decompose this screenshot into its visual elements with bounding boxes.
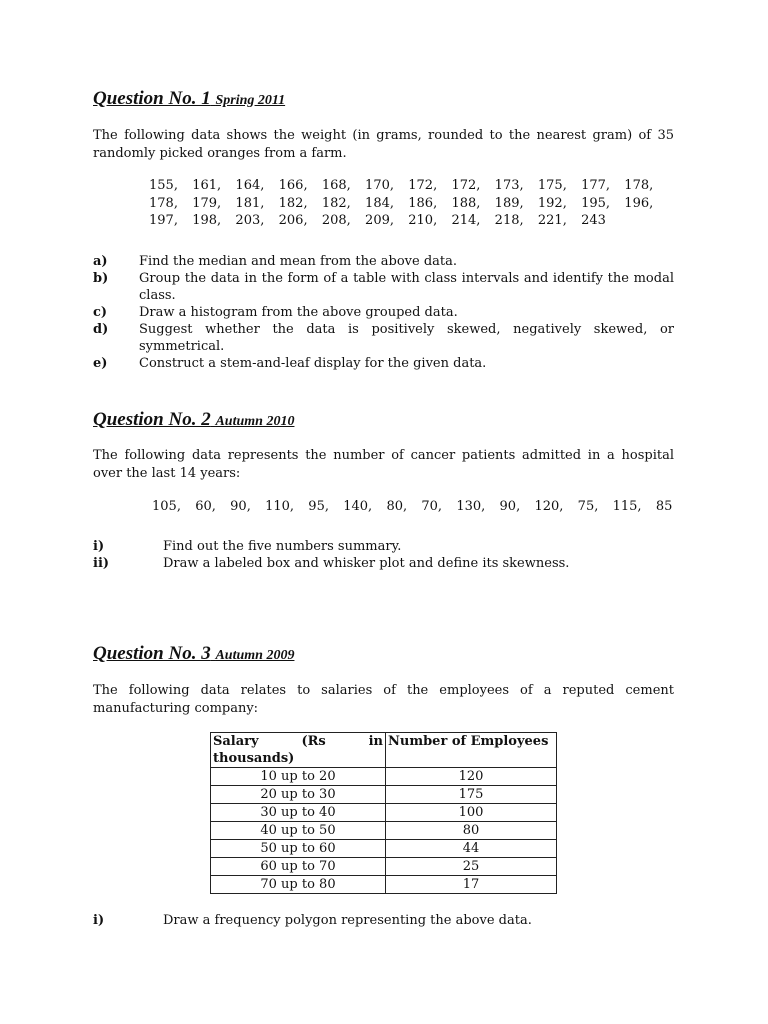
question-2-item-ii bbox=[93, 555, 674, 572]
item-label: e) bbox=[93, 356, 108, 371]
table-row bbox=[211, 768, 557, 786]
question-3-item-i bbox=[93, 912, 674, 929]
header-text: in bbox=[368, 734, 383, 749]
table-row bbox=[211, 822, 557, 840]
salary-range: 30 up to 40 bbox=[211, 804, 386, 822]
data-line: 197, 198, 203, 206, 208, 209, 210, 214, 218, 221, 243 bbox=[149, 213, 606, 228]
salary-range: 70 up to 80 bbox=[211, 876, 386, 894]
salary-range: 40 up to 50 bbox=[211, 822, 386, 840]
salary-header bbox=[211, 733, 386, 768]
salary-range: 60 up to 70 bbox=[211, 858, 386, 876]
question-1-intro: The following data shows the weight (in grams, rounded to the nearest gram) of 35 randomly picked oranges from a farm. bbox=[93, 128, 674, 161]
item-text: Construct a stem-and-leaf display for the given data. bbox=[139, 356, 487, 371]
item-text: Find out the five numbers summary. bbox=[163, 539, 402, 554]
table-row bbox=[211, 840, 557, 858]
salary-table bbox=[210, 732, 557, 894]
employee-count: 175 bbox=[386, 786, 557, 804]
question-1-data bbox=[149, 177, 653, 230]
salary-range: 10 up to 20 bbox=[211, 768, 386, 786]
question-1-label: Question No. 1 bbox=[93, 88, 211, 109]
item-text: Find the median and mean from the above data. bbox=[139, 254, 458, 269]
question-3-label: Question No. 3 bbox=[93, 643, 211, 664]
salary-range: 50 up to 60 bbox=[211, 840, 386, 858]
item-text: Draw a frequency polygon representing the above data. bbox=[163, 913, 532, 928]
question-1-item-d bbox=[93, 321, 674, 355]
question-1-item-a bbox=[93, 253, 674, 270]
employee-count: 44 bbox=[386, 840, 557, 858]
question-1-item-c bbox=[93, 304, 674, 321]
header-text: (Rs bbox=[301, 734, 326, 749]
question-2-data: 105, 60, 90, 110, 95, 140, 80, 70, 130, 90, 120, 75, 115, 85 bbox=[152, 499, 673, 514]
question-1-item-e bbox=[93, 355, 674, 372]
item-label: i) bbox=[93, 539, 105, 554]
item-label: b) bbox=[93, 271, 109, 286]
item-text: Suggest whether the data is positively skewed, negatively skewed, or symmetrical. bbox=[139, 322, 674, 354]
employee-count: 100 bbox=[386, 804, 557, 822]
header-text: Salary bbox=[213, 734, 259, 749]
question-3-title bbox=[93, 643, 294, 665]
item-label: a) bbox=[93, 254, 108, 269]
question-3-intro: The following data relates to salaries of the employees of a reputed cement manufacturing company: bbox=[93, 683, 674, 716]
question-2-title bbox=[93, 409, 294, 431]
employee-count: 17 bbox=[386, 876, 557, 894]
question-2-intro: The following data represents the number of cancer patients admitted in a hospital over the last 14 years: bbox=[93, 448, 674, 481]
question-2-item-i bbox=[93, 538, 674, 555]
table-row bbox=[211, 786, 557, 804]
data-line: 178, 179, 181, 182, 182, 184, 186, 188, 189, 192, 195, 196, bbox=[149, 195, 654, 211]
table-row bbox=[211, 876, 557, 894]
header-text: thousands) bbox=[213, 751, 295, 766]
item-label: c) bbox=[93, 305, 108, 320]
item-label: ii) bbox=[93, 556, 110, 571]
question-2-term: Autumn 2010 bbox=[215, 414, 295, 429]
question-1-item-b bbox=[93, 270, 674, 304]
table-row bbox=[211, 804, 557, 822]
table-header-row bbox=[211, 733, 557, 768]
employee-count: 80 bbox=[386, 822, 557, 840]
item-text: Draw a labeled box and whisker plot and define its skewness. bbox=[163, 556, 570, 571]
question-1-term: Spring 2011 bbox=[215, 93, 286, 108]
question-1-title bbox=[93, 88, 285, 110]
item-label: d) bbox=[93, 322, 109, 337]
data-line: 155, 161, 164, 166, 168, 170, 172, 172, 173, 175, 177, 178, bbox=[149, 178, 654, 193]
item-text: Draw a histogram from the above grouped data. bbox=[139, 305, 458, 320]
item-text: Group the data in the form of a table with class intervals and identify the modal class. bbox=[139, 271, 674, 303]
employees-header: Number of Employees bbox=[386, 733, 557, 768]
salary-range: 20 up to 30 bbox=[211, 786, 386, 804]
question-3-term: Autumn 2009 bbox=[215, 648, 295, 663]
employee-count: 25 bbox=[386, 858, 557, 876]
table-row bbox=[211, 858, 557, 876]
item-label: i) bbox=[93, 913, 105, 928]
employee-count: 120 bbox=[386, 768, 557, 786]
question-2-label: Question No. 2 bbox=[93, 409, 211, 430]
